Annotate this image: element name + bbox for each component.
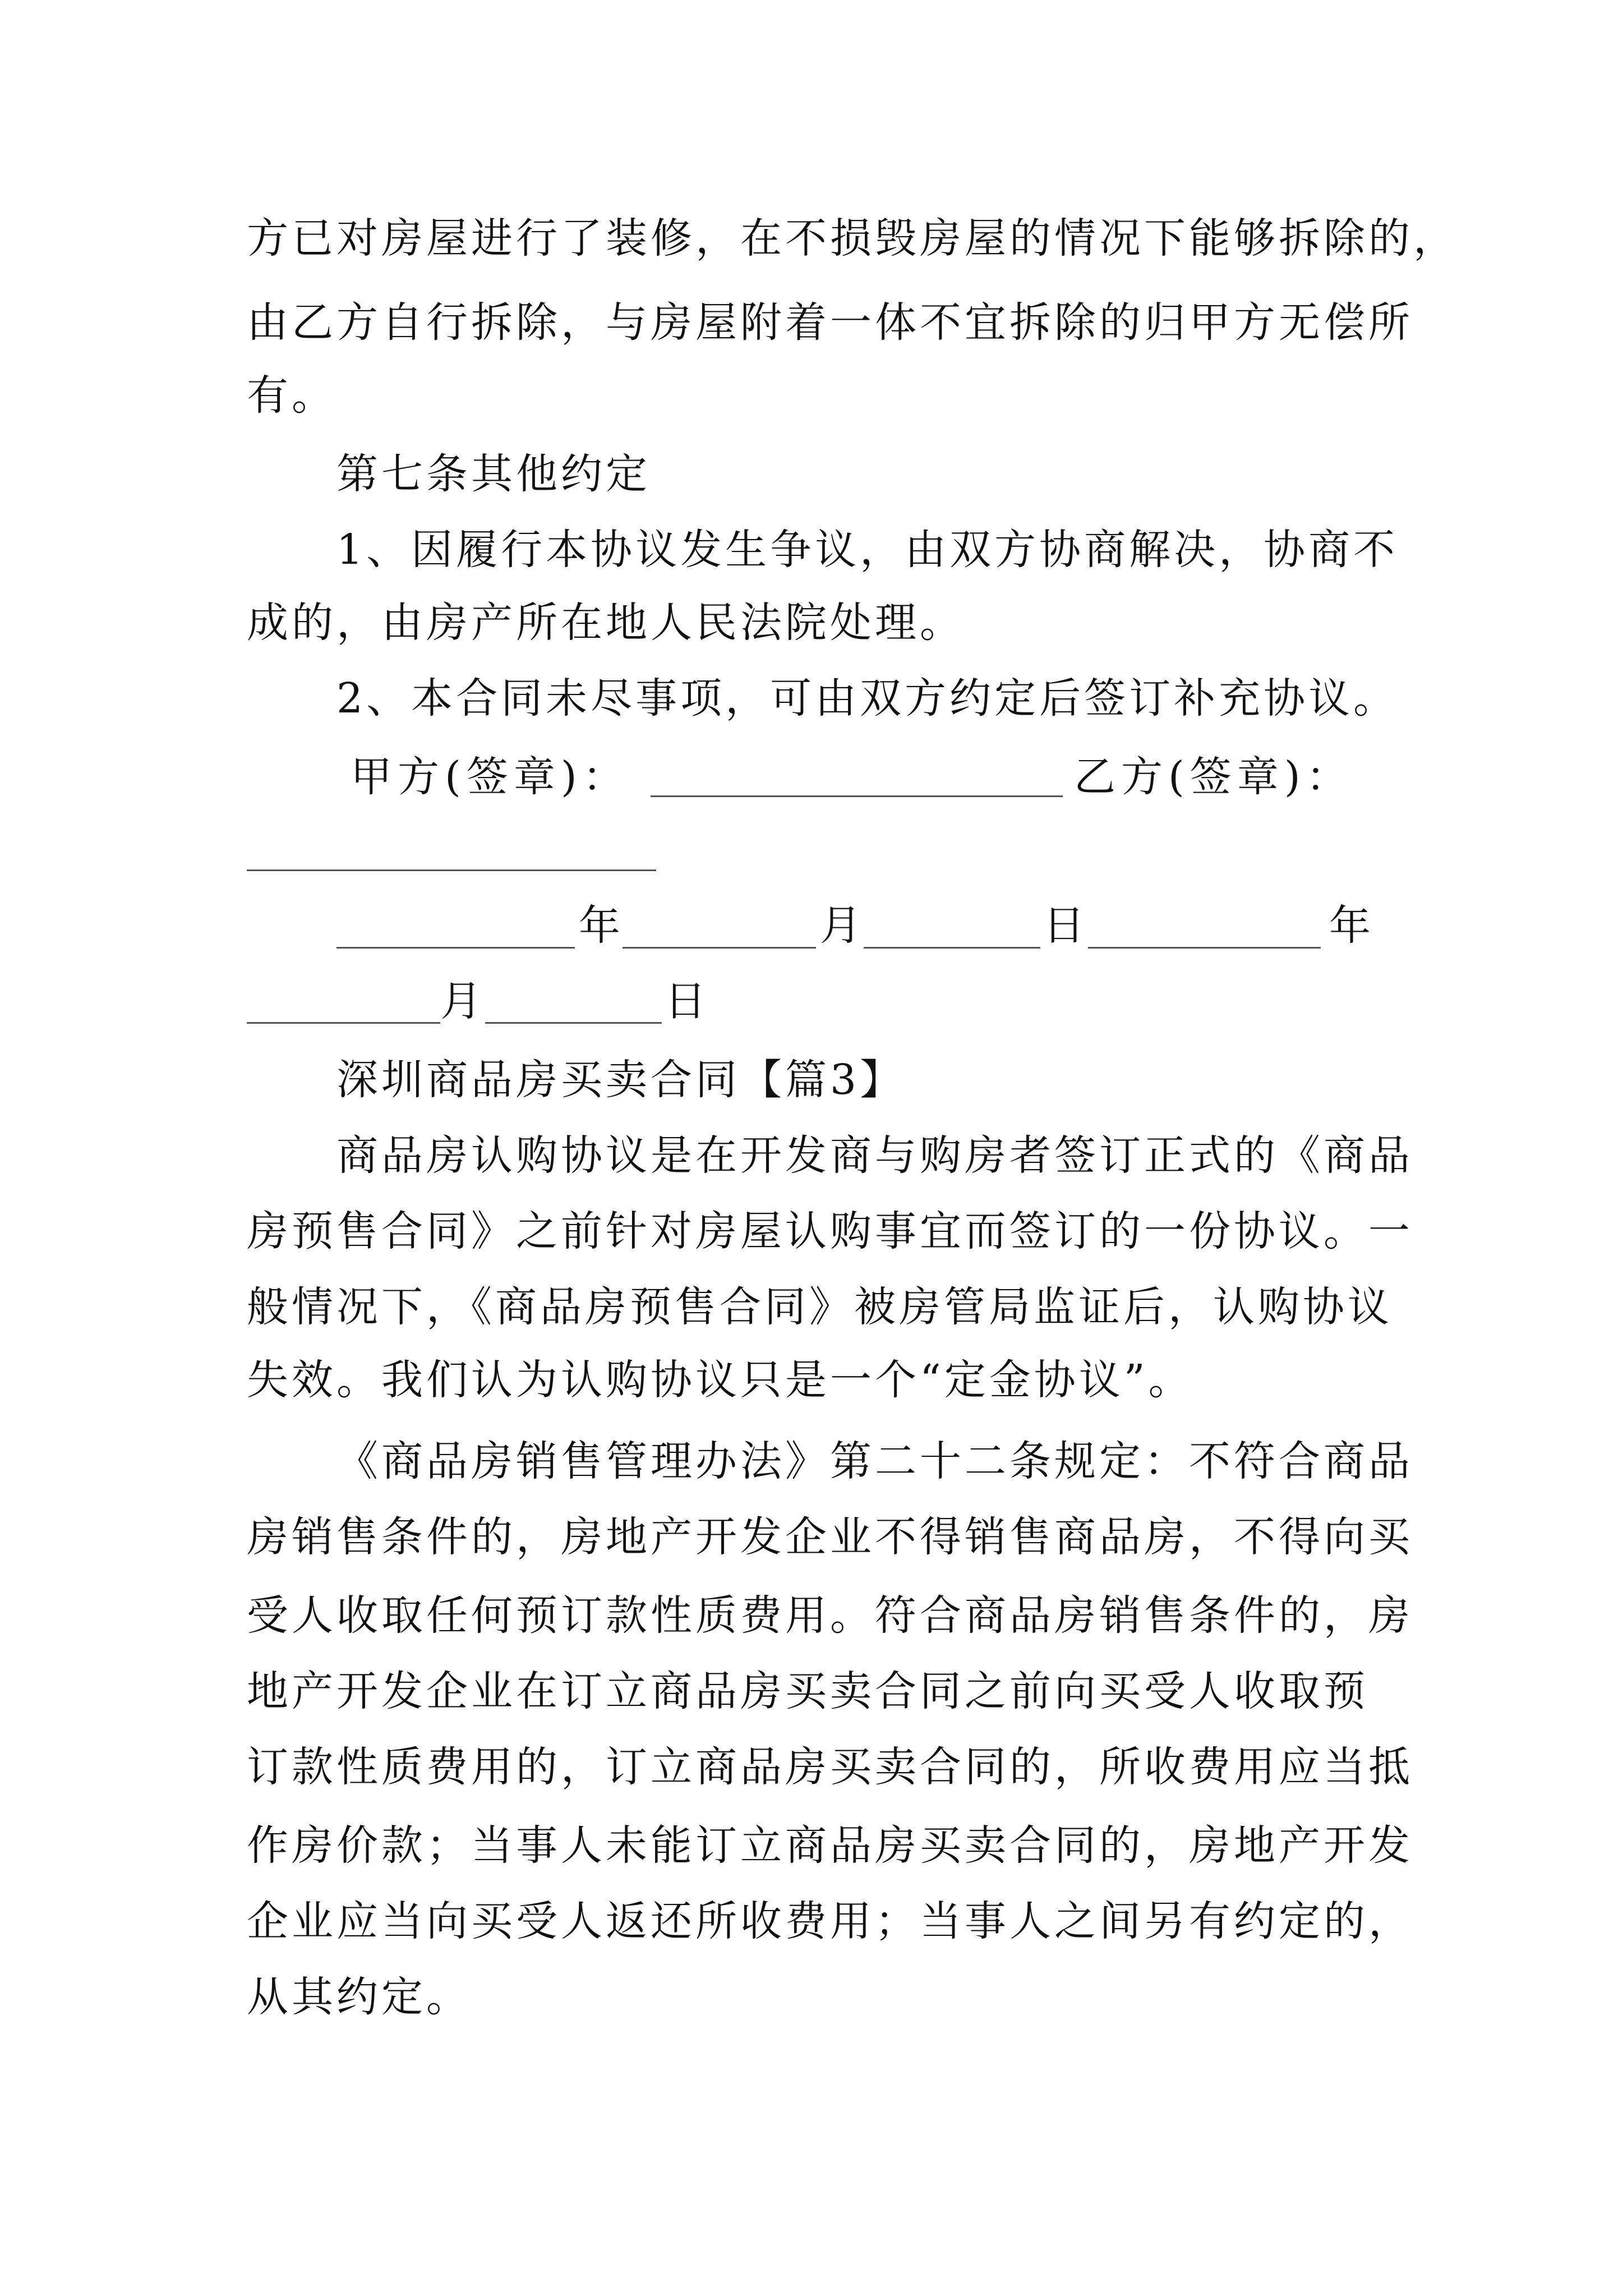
month-label: 月	[820, 901, 865, 950]
year-label: 年	[579, 901, 624, 950]
day-blank	[864, 947, 1040, 949]
text-line: 订款性质费用的，订立商品房买卖合同的，所收费用应当抵	[247, 1743, 1413, 1791]
year-label: 年	[1329, 901, 1374, 950]
text-line: 房预售合同》之前针对房屋认购事宜而签订的一份协议。一	[247, 1207, 1413, 1255]
text-line: 有。	[247, 371, 336, 420]
day-label: 日	[665, 977, 709, 1025]
text-line: 地产开发企业在订立商品房买卖合同之前向买受人收取预	[247, 1667, 1368, 1715]
text-line: 1、因履行本协议发生争议，由双方协商解决，协商不	[336, 526, 1399, 574]
text-line: 方已对房屋进行了装修，在不损毁房屋的情况下能够拆除的，	[247, 214, 1458, 263]
text-line: 企业应当向买受人返还所收费用；当事人之间另有约定的，	[247, 1897, 1413, 1945]
text-line: 般情况下，《商品房预售合同》被房管局监证后，认购协议	[247, 1283, 1393, 1331]
month-blank	[623, 947, 816, 949]
day-label: 日	[1043, 901, 1088, 950]
month-label: 月	[440, 977, 485, 1025]
text-line: 《商品房销售管理办法》第二十二条规定：不符合商品	[336, 1437, 1413, 1485]
year-blank	[336, 947, 575, 949]
section-heading: 深圳商品房买卖合同【篇3】	[336, 1056, 905, 1104]
text-line: 由乙方自行拆除，与房屋附着一体不宜拆除的归甲方无偿所	[247, 298, 1413, 347]
party-b-signature-blank	[247, 869, 656, 871]
day-blank	[485, 1022, 662, 1024]
text-line: 房销售条件的，房地产开发企业不得销售商品房，不得向买	[247, 1513, 1413, 1561]
month-blank	[247, 1022, 440, 1024]
party-a-signature-label: 甲方(签章)：	[351, 753, 630, 801]
party-b-signature-label: 乙方(签章)：	[1074, 753, 1353, 801]
text-line: 成的，由房产所在地人民法院处理。	[247, 599, 965, 647]
party-a-signature-blank	[651, 795, 1063, 797]
text-line: 从其约定。	[247, 1973, 471, 2021]
text-line: 作房价款；当事人未能订立商品房买卖合同的，房地产开发	[247, 1821, 1413, 1870]
year-blank	[1088, 947, 1321, 949]
text-line: 商品房认购协议是在开发商与购房者签订正式的《商品	[336, 1131, 1413, 1180]
article-heading: 第七条其他约定	[336, 450, 651, 498]
text-line: 失效。我们认为认购协议只是一个“定金协议”。	[247, 1356, 1193, 1404]
text-line: 受人收取任何预订款性质费用。符合商品房销售条件的，房	[247, 1591, 1413, 1640]
text-line: 2、本合同未尽事项，可由双方约定后签订补充协议。	[336, 674, 1399, 723]
